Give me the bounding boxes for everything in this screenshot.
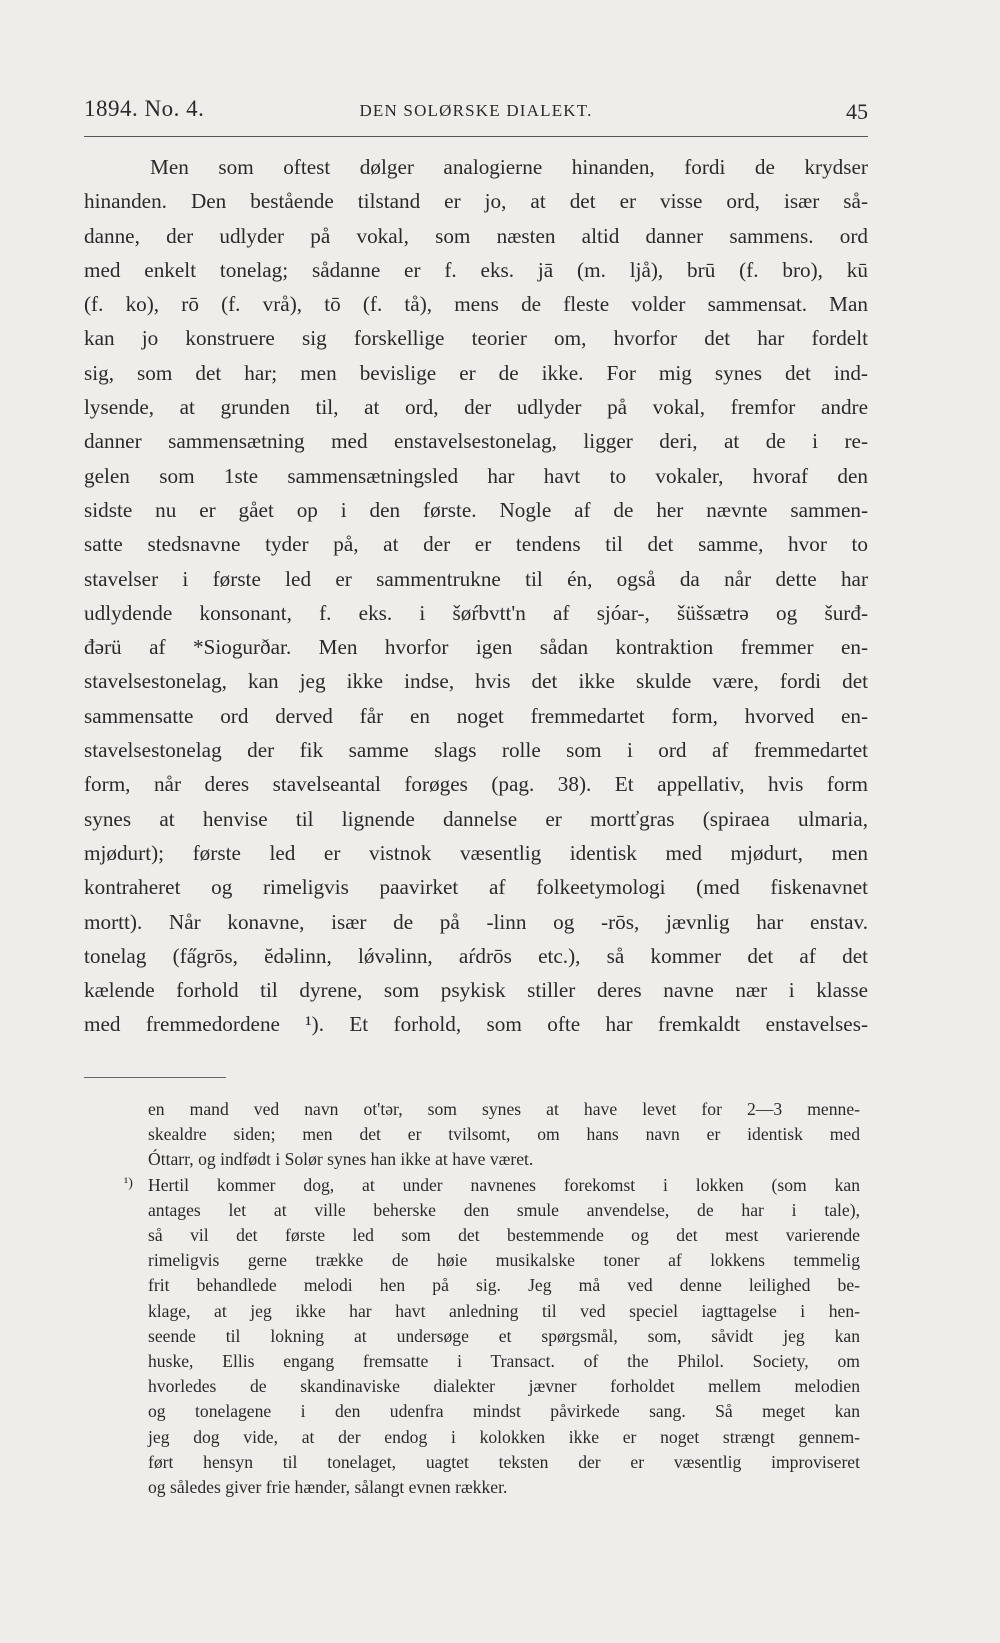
footnote-line: klage, at jeg ikke har havt anledning til ved speciel iagttagelse i hen- bbox=[148, 1300, 860, 1321]
text-line: đərü af *Siogurðar. Men hvorfor igen sådan kontraktion fremmer en- bbox=[84, 635, 868, 660]
footnote-line-1 bbox=[124, 1173, 860, 1198]
footnote-line: hvorledes de skandinaviske dialekter jævner forholdet mellem melodien bbox=[148, 1376, 860, 1397]
text-line: satte stedsnavne tyder på, at der er tendens til det samme, hvor to bbox=[84, 532, 868, 557]
text-line: stavelsestonelag der fik samme slags rolle som i ord af fremmedartet bbox=[84, 738, 868, 763]
text-line: (f. ko), rō (f. vrå), tō (f. tå), mens de fleste volder sammensat. Man bbox=[84, 292, 868, 317]
text-line: mortt). Når konavne, især de på -linn og -rōs, jævnlig har enstav. bbox=[84, 909, 868, 934]
text-line: kælende forhold til dyrene, som psykisk stiller deres navne nær i klasse bbox=[84, 978, 868, 1003]
text-line: sig, som det har; men bevislige er de ikke. For mig synes det ind- bbox=[84, 360, 868, 385]
text-line: tonelag (fa̋grōs, ĕdəlinn, lǿvəlinn, aŕdrōs etc.), så kommer det af det bbox=[84, 943, 868, 968]
text-line: mjødurt); første led er vistnok væsentlig identisk med mjødurt, men bbox=[84, 840, 868, 865]
footnote-line: frit behandlede melodi hen på sig. Jeg må ved denne leilighed be- bbox=[148, 1275, 860, 1296]
footnote-line: seende til lokning at undersøge et spørgsmål, som, såvidt jeg kan bbox=[148, 1325, 860, 1346]
footnote-rule bbox=[84, 1077, 226, 1078]
footnote-line: og tonelagene i den udenfra mindst påvirkede sang. Så meget kan bbox=[148, 1401, 860, 1422]
text-line: stavelsestonelag, kan jeg ikke indse, hvis det ikke skulde være, fordi det bbox=[84, 669, 868, 694]
text-line: kontraheret og rimeligvis paavirket af folkeetymologi (med fiskenavnet bbox=[84, 875, 868, 900]
footnote-line: jeg dog vide, at der endog i kolokken ikke er noget strængt gennem- bbox=[148, 1426, 860, 1447]
text-line: form, når deres stavelseantal forøges (pag. 38). Et appellativ, hvis form bbox=[84, 772, 868, 797]
page-number: 45 bbox=[846, 99, 868, 124]
footnote-marker: ¹) bbox=[124, 1175, 133, 1191]
footnote-line: og således giver frie hænder, sålangt evnen rækker. bbox=[148, 1477, 508, 1498]
text-line: med fremmedordene ¹). Et forhold, som ofte har fremkaldt enstavelses- bbox=[84, 1012, 868, 1037]
text-line: gelen som 1ste sammensætningsled har havt to vokaler, hvoraf den bbox=[84, 463, 868, 488]
running-header bbox=[84, 96, 868, 136]
text-line: kan jo konstruere sig forskellige teorier om, hvorfor det har fordelt bbox=[84, 326, 868, 351]
text-line: danner sammensætning med enstavelsestonelag, ligger deri, at de i re- bbox=[84, 429, 868, 454]
footnote-line: ført hensyn til tonelaget, uagtet teksten der er væsentlig improviseret bbox=[148, 1451, 860, 1472]
footnote-line: så vil det første led som det bestemmende og det mest varierende bbox=[148, 1225, 860, 1246]
footnote-line: skealdre siden; men det er tvilsomt, om hans navn er identisk med bbox=[148, 1124, 860, 1145]
text-line: Men som oftest dølger analogierne hinanden, fordi de krydser bbox=[150, 155, 868, 179]
footnote-line: huske, Ellis engang fremsatte i Transact. of the Philol. Society, om bbox=[148, 1351, 860, 1372]
running-title: DEN SOLØRSKE DIALEKT. bbox=[359, 101, 593, 120]
footnote-line: Óttarr, og indfødt i Solør synes han ikke at have været. bbox=[148, 1149, 534, 1170]
footnotes bbox=[124, 1097, 860, 1500]
footnote-text: Hertil kommer dog, at under navnenes forekomst i lokken (som kan bbox=[148, 1174, 860, 1195]
text-line: synes at henvise til lignende dannelse er mortťgras (spiraea ulmaria, bbox=[84, 806, 868, 831]
text-line: hinanden. Den bestående tilstand er jo, at det er visse ord, især så- bbox=[84, 189, 868, 214]
main-text bbox=[84, 150, 868, 1042]
issue-label: 1894. No. 4. bbox=[84, 96, 205, 121]
text-line: danne, der udlyder på vokal, som næsten altid danner sammens. ord bbox=[84, 223, 868, 248]
text-line: udlydende konsonant, f. eks. i šøŕbvtt'n af sjóar-, šüšsætrə og šurđ- bbox=[84, 600, 868, 625]
text-line: sammensatte ord derved får en noget fremmedartet form, hvorved en- bbox=[84, 703, 868, 728]
text-line: stavelser i første led er sammentrukne til én, også da når dette har bbox=[84, 566, 868, 591]
text-line: med enkelt tonelag; sådanne er f. eks. jā (m. ljå), brū (f. bro), kū bbox=[84, 257, 868, 282]
footnote-line: en mand ved navn ot'tər, som synes at have levet for 2—3 menne- bbox=[148, 1099, 860, 1119]
footnote-line: rimeligvis gerne trække de høie musikalske toner af lokkens temmelig bbox=[148, 1250, 860, 1271]
text-line: lysende, at grunden til, at ord, der udlyder på vokal, fremfor andre bbox=[84, 395, 868, 420]
text-line: sidste nu er gået op i den første. Nogle af de her nævnte sammen- bbox=[84, 497, 868, 522]
footnote-line: antages let at ville beherske den smule anvendelse, de har i tale), bbox=[148, 1199, 860, 1220]
header-rule bbox=[84, 136, 868, 137]
